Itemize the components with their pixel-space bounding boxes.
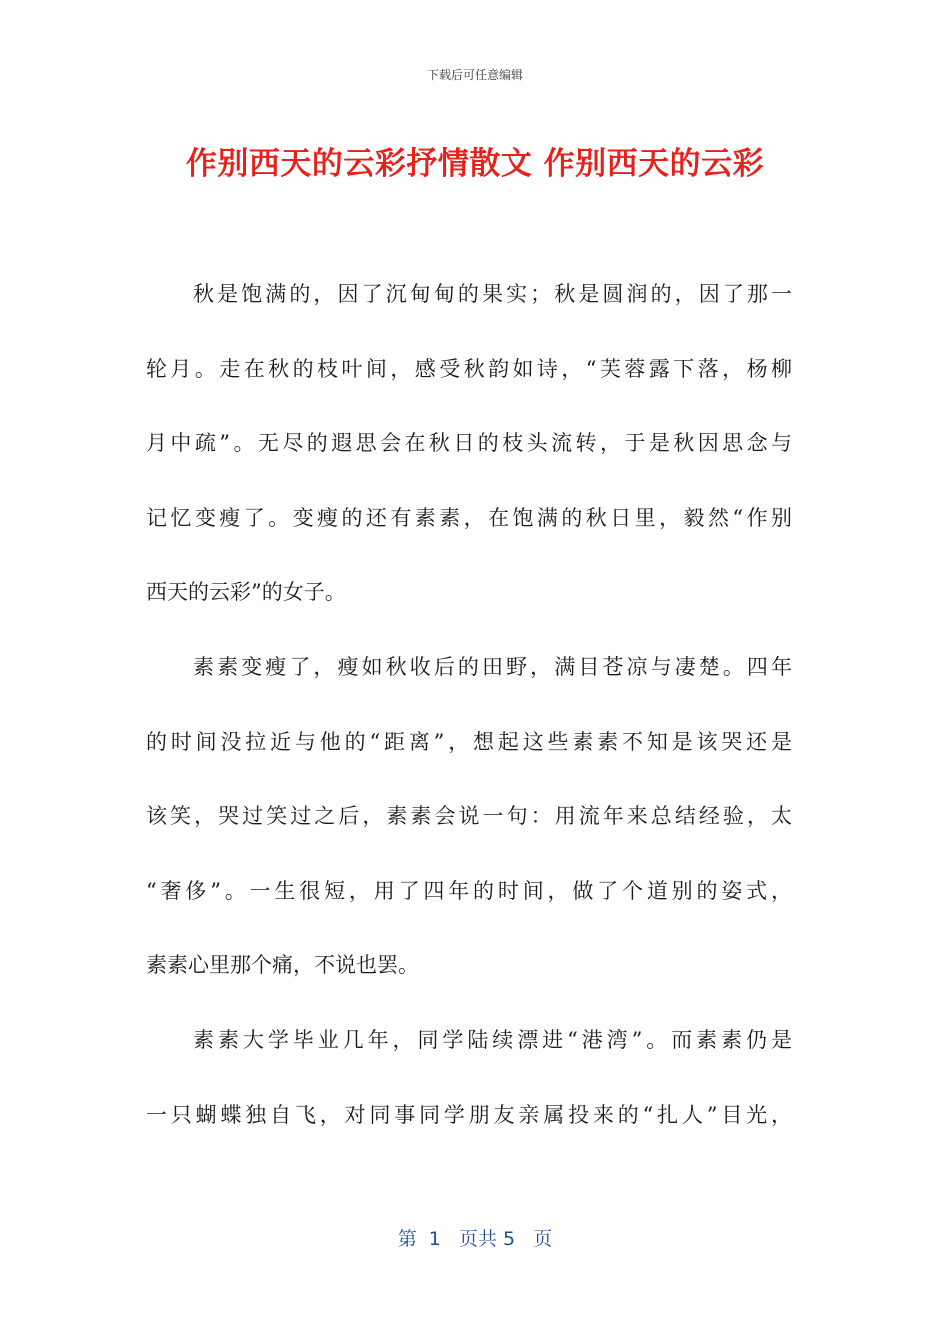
paragraph-line: 一只蝴蝶独自飞，对同事同学朋友亲属投来的“扎人”目光， — [146, 1102, 792, 1127]
document-title: 作别西天的云彩抒情散文 作别西天的云彩 — [185, 146, 765, 182]
paragraph-line: 秋是饱满的，因了沉甸甸的果实；秋是圆润的，因了那一 — [193, 282, 792, 306]
paragraph-line: 该笑，哭过笑过之后，素素会说一句：用流年来总结经验，太 — [146, 804, 792, 829]
paragraph-2 — [146, 630, 792, 1003]
paragraph-1 — [146, 257, 792, 630]
paragraph-3 — [146, 1003, 792, 1152]
paragraph-line: 记忆变瘦了。变瘦的还有素素，在饱满的秋日里，毅然“作别 — [146, 505, 792, 530]
paragraph-line: 西天的云彩”的女子。 — [146, 580, 346, 605]
paragraph-line: 素素心里那个痛，不说也罢。 — [146, 953, 419, 978]
document-body — [146, 257, 792, 1152]
paragraph-line: 轮月。走在秋的枝叶间，感受秋韵如诗，“芙蓉露下落，杨柳 — [146, 356, 792, 381]
paragraph-line: 月中疏”。无尽的遐思会在秋日的枝头流转，于是秋因思念与 — [146, 431, 792, 456]
paragraph-line: 的时间没拉近与他的“距离”，想起这些素素不知是该哭还是 — [146, 729, 792, 754]
page-header-note: 下载后可任意编辑 — [426, 68, 523, 82]
page-number-footer: 第 1 页共 5 页 — [397, 1228, 553, 1250]
paragraph-line: “奢侈”。一生很短，用了四年的时间，做了个道别的姿式， — [146, 878, 792, 903]
paragraph-line: 素素大学毕业几年，同学陆续漂进“港湾”。而素素仍是 — [193, 1027, 792, 1052]
paragraph-line: 素素变瘦了，瘦如秋收后的田野，满目苍凉与凄楚。四年 — [193, 654, 792, 679]
